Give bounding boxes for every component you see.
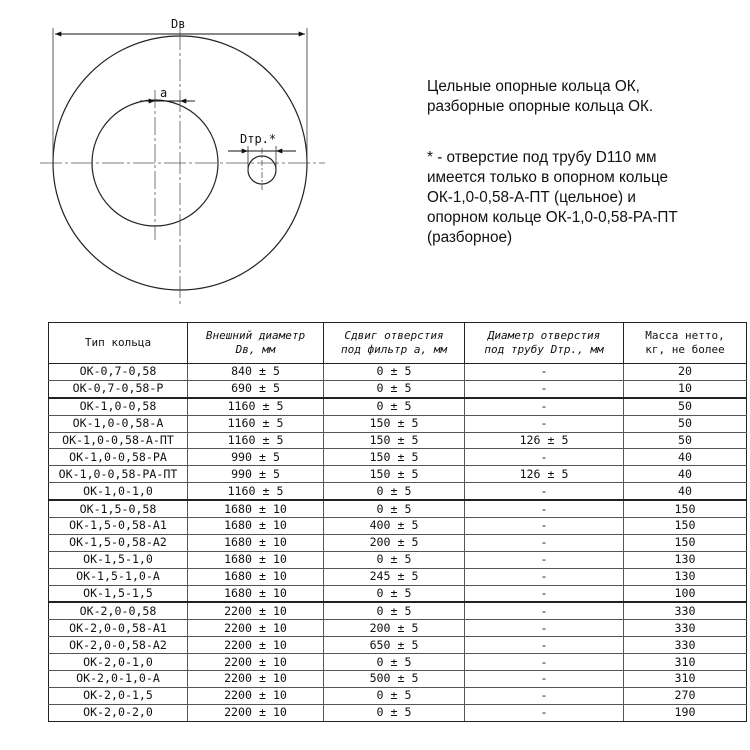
header-outer-diameter xyxy=(188,323,324,364)
cell-outer-diameter: 1160 ± 5 xyxy=(188,483,324,500)
table-row xyxy=(49,449,747,466)
header-text: под фильтр а, мм xyxy=(341,343,447,356)
cell-hole-diameter: - xyxy=(465,585,624,602)
cell-hole-diameter: 126 ± 5 xyxy=(465,466,624,483)
cell-outer-diameter: 1680 ± 10 xyxy=(188,500,324,517)
caption-note xyxy=(427,148,743,248)
cell-hole-diameter: - xyxy=(465,602,624,619)
cell-outer-diameter: 1160 ± 5 xyxy=(188,398,324,415)
cell-shift: 150 ± 5 xyxy=(324,415,465,432)
table-row xyxy=(49,432,747,449)
cell-mass: 100 xyxy=(624,585,747,602)
cell-type: ОК-2,0-1,0-А xyxy=(49,671,188,688)
cell-shift: 245 ± 5 xyxy=(324,568,465,585)
cell-type: ОК-0,7-0,58-Р xyxy=(49,380,188,397)
cell-mass: 50 xyxy=(624,398,747,415)
cell-mass: 50 xyxy=(624,432,747,449)
cell-mass: 150 xyxy=(624,518,747,535)
cell-outer-diameter: 2200 ± 10 xyxy=(188,687,324,704)
cell-hole-diameter: - xyxy=(465,398,624,415)
outer-diameter-label: Dв xyxy=(171,17,186,31)
cell-shift: 150 ± 5 xyxy=(324,466,465,483)
cell-type: ОК-1,0-0,58-РА xyxy=(49,449,188,466)
cell-type: ОК-2,0-0,58 xyxy=(49,602,188,619)
cell-type: ОК-2,0-2,0 xyxy=(49,704,188,721)
cell-outer-diameter: 840 ± 5 xyxy=(188,364,324,381)
cell-outer-diameter: 1680 ± 10 xyxy=(188,534,324,551)
cell-hole-diameter: - xyxy=(465,620,624,637)
cell-shift: 200 ± 5 xyxy=(324,534,465,551)
table-row xyxy=(49,398,747,415)
cell-mass: 270 xyxy=(624,687,747,704)
cell-type: ОК-2,0-0,58-А1 xyxy=(49,620,188,637)
cell-hole-diameter: - xyxy=(465,518,624,535)
table-row xyxy=(49,415,747,432)
cell-hole-diameter: - xyxy=(465,654,624,671)
table-row xyxy=(49,380,747,397)
cell-shift: 0 ± 5 xyxy=(324,364,465,381)
table-body xyxy=(49,364,747,722)
cell-mass: 310 xyxy=(624,654,747,671)
header-text: Dв, мм xyxy=(235,343,276,356)
cell-shift: 0 ± 5 xyxy=(324,398,465,415)
cell-outer-diameter: 1160 ± 5 xyxy=(188,415,324,432)
cell-type: ОК-1,5-0,58-А1 xyxy=(49,518,188,535)
header-text: Внешний диаметр xyxy=(205,329,306,342)
note-line: * - отверстие под трубу D110 мм xyxy=(427,149,657,166)
cell-hole-diameter: - xyxy=(465,534,624,551)
cell-type: ОК-1,5-0,58 xyxy=(49,500,188,517)
cell-mass: 150 xyxy=(624,534,747,551)
cell-outer-diameter: 2200 ± 10 xyxy=(188,671,324,688)
cell-mass: 50 xyxy=(624,415,747,432)
cell-outer-diameter: 2200 ± 10 xyxy=(188,620,324,637)
cell-hole-diameter: - xyxy=(465,380,624,397)
spec-table xyxy=(48,322,747,722)
table-row xyxy=(49,568,747,585)
table-row xyxy=(49,637,747,654)
note-line: ОК-1,0-0,58-А-ПТ (цельное) и xyxy=(427,189,636,206)
cell-outer-diameter: 1160 ± 5 xyxy=(188,432,324,449)
cell-outer-diameter: 1680 ± 10 xyxy=(188,518,324,535)
cell-type: ОК-1,5-1,0 xyxy=(49,551,188,568)
cell-outer-diameter: 2200 ± 10 xyxy=(188,654,324,671)
table-row xyxy=(49,364,747,381)
table-row xyxy=(49,551,747,568)
cell-shift: 0 ± 5 xyxy=(324,602,465,619)
cell-outer-diameter: 990 ± 5 xyxy=(188,466,324,483)
cell-shift: 0 ± 5 xyxy=(324,551,465,568)
cell-hole-diameter: - xyxy=(465,671,624,688)
cell-outer-diameter: 1680 ± 10 xyxy=(188,568,324,585)
cell-mass: 40 xyxy=(624,449,747,466)
caption-line: разборные опорные кольца ОК. xyxy=(427,98,654,115)
cell-hole-diameter: - xyxy=(465,568,624,585)
header-text: Диаметр отверстия xyxy=(487,329,601,342)
cell-shift: 0 ± 5 xyxy=(324,687,465,704)
cell-type: ОК-2,0-1,0 xyxy=(49,654,188,671)
cell-shift: 500 ± 5 xyxy=(324,671,465,688)
cell-mass: 190 xyxy=(624,704,747,721)
cell-type: ОК-0,7-0,58 xyxy=(49,364,188,381)
cell-hole-diameter: - xyxy=(465,687,624,704)
pipe-hole-label: Dтр.* xyxy=(240,132,277,146)
cell-outer-diameter: 2200 ± 10 xyxy=(188,704,324,721)
note-line: опорном кольце ОК-1,0-0,58-РА-ПТ xyxy=(427,209,678,226)
table-row xyxy=(49,620,747,637)
table-row xyxy=(49,534,747,551)
cell-hole-diameter: - xyxy=(465,551,624,568)
header-text: Тип кольца xyxy=(84,336,152,349)
cell-shift: 0 ± 5 xyxy=(324,585,465,602)
cell-mass: 40 xyxy=(624,483,747,500)
cell-hole-diameter: - xyxy=(465,704,624,721)
cell-mass: 330 xyxy=(624,620,747,637)
cell-shift: 400 ± 5 xyxy=(324,518,465,535)
cell-type: ОК-2,0-0,58-А2 xyxy=(49,637,188,654)
cell-shift: 0 ± 5 xyxy=(324,654,465,671)
ring-drawing xyxy=(0,0,420,320)
header-text: Масса нетто, xyxy=(645,329,725,342)
cell-type: ОК-1,5-1,0-А xyxy=(49,568,188,585)
cell-outer-diameter: 690 ± 5 xyxy=(188,380,324,397)
note-line: (разборное) xyxy=(427,229,513,246)
header-text: кг, не более xyxy=(645,343,725,356)
cell-hole-diameter: - xyxy=(465,415,624,432)
cell-mass: 10 xyxy=(624,380,747,397)
caption-title xyxy=(427,77,743,117)
cell-hole-diameter: - xyxy=(465,364,624,381)
cell-shift: 0 ± 5 xyxy=(324,380,465,397)
cell-type: ОК-1,0-1,0 xyxy=(49,483,188,500)
table-row xyxy=(49,704,747,721)
cell-mass: 130 xyxy=(624,568,747,585)
table-row xyxy=(49,518,747,535)
cell-hole-diameter: - xyxy=(465,637,624,654)
table-row xyxy=(49,602,747,619)
table-row xyxy=(49,466,747,483)
cell-mass: 330 xyxy=(624,637,747,654)
cell-shift: 650 ± 5 xyxy=(324,637,465,654)
cell-outer-diameter: 1680 ± 10 xyxy=(188,585,324,602)
cell-type: ОК-1,0-0,58-А-ПТ xyxy=(49,432,188,449)
cell-mass: 40 xyxy=(624,466,747,483)
cell-outer-diameter: 2200 ± 10 xyxy=(188,602,324,619)
cell-hole-diameter: 126 ± 5 xyxy=(465,432,624,449)
cell-type: ОК-1,5-0,58-А2 xyxy=(49,534,188,551)
header-hole-diameter xyxy=(465,323,624,364)
cell-mass: 150 xyxy=(624,500,747,517)
cell-type: ОК-1,0-0,58-РА-ПТ xyxy=(49,466,188,483)
header-text: Сдвиг отверстия xyxy=(344,329,444,342)
table-header-row xyxy=(49,323,747,364)
note-line: имеется только в опорном кольце xyxy=(427,169,669,186)
header-shift xyxy=(324,323,465,364)
cell-shift: 150 ± 5 xyxy=(324,449,465,466)
caption-line: Цельные опорные кольца ОК, xyxy=(427,78,640,95)
table-row xyxy=(49,585,747,602)
table-row xyxy=(49,671,747,688)
cell-mass: 130 xyxy=(624,551,747,568)
cell-mass: 20 xyxy=(624,364,747,381)
cell-hole-diameter: - xyxy=(465,500,624,517)
shift-label: a xyxy=(160,86,168,100)
cell-type: ОК-1,0-0,58 xyxy=(49,398,188,415)
cell-mass: 330 xyxy=(624,602,747,619)
cell-shift: 0 ± 5 xyxy=(324,483,465,500)
table-row xyxy=(49,654,747,671)
cell-mass: 310 xyxy=(624,671,747,688)
cell-shift: 0 ± 5 xyxy=(324,704,465,721)
cell-type: ОК-1,0-0,58-А xyxy=(49,415,188,432)
table-row xyxy=(49,687,747,704)
cell-shift: 150 ± 5 xyxy=(324,432,465,449)
cell-shift: 200 ± 5 xyxy=(324,620,465,637)
header-type xyxy=(49,323,188,364)
cell-type: ОК-2,0-1,5 xyxy=(49,687,188,704)
cell-outer-diameter: 2200 ± 10 xyxy=(188,637,324,654)
header-text: под трубу Dтр., мм xyxy=(484,343,604,356)
cell-shift: 0 ± 5 xyxy=(324,500,465,517)
cell-outer-diameter: 990 ± 5 xyxy=(188,449,324,466)
cell-outer-diameter: 1680 ± 10 xyxy=(188,551,324,568)
header-mass xyxy=(624,323,747,364)
cell-hole-diameter: - xyxy=(465,483,624,500)
table-row xyxy=(49,483,747,500)
cell-type: ОК-1,5-1,5 xyxy=(49,585,188,602)
table-row xyxy=(49,500,747,517)
cell-hole-diameter: - xyxy=(465,449,624,466)
